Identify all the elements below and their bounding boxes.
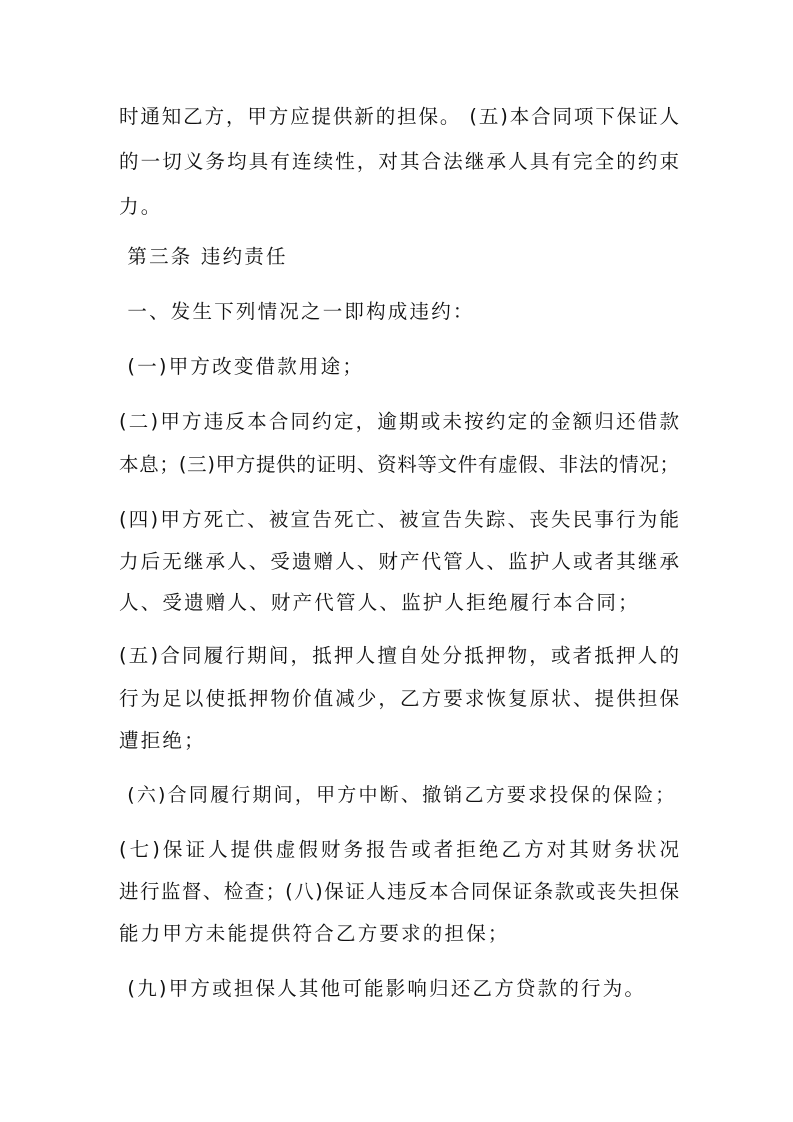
list-item: 能力甲方未能提供符合乙方要求的担保； [119, 922, 510, 945]
list-item: (六)合同履行期间，甲方中断、撤销乙方要求投保的保险； [119, 784, 677, 806]
text-line: 力。 [119, 195, 163, 218]
list-item: (九)甲方或担保人其他可能影响归还乙方贷款的行为。 [119, 977, 647, 1000]
section-heading: 第三条 违约责任 [119, 245, 288, 268]
list-item: 人、受遗赠人、财产代管人、监护人拒绝履行本合同； [119, 591, 640, 614]
list-item: 力后无继承人、受遗赠人、财产代管人、监护人或者其继承 [119, 550, 679, 573]
list-item: 行为足以使抵押物价值减少，乙方要求恢复原状、提供担保 [119, 687, 679, 710]
list-item: (七)保证人提供虚假财务报告或者拒绝乙方对其财务状况 [119, 838, 679, 861]
list-item: 遭拒绝； [119, 729, 206, 752]
text-line: 的一切义务均具有连续性，对其合法继承人具有完全的约束 [119, 150, 679, 173]
list-item: 进行监督、检查；(八)保证人违反本合同保证条款或丧失担保 [119, 880, 679, 903]
text-line: 一、发生下列情况之一即构成违约： [119, 300, 475, 323]
list-item: (五)合同履行期间，抵押人擅自处分抵押物，或者抵押人的 [119, 644, 679, 667]
list-item: (一)甲方改变借款用途； [119, 355, 365, 378]
text-line: 时通知乙方，甲方应提供新的担保。 (五)本合同项下保证人 [119, 105, 679, 128]
list-item: (二)甲方违反本合同约定，逾期或未按约定的金额归还借款 [119, 410, 679, 433]
list-item: 本息；(三)甲方提供的证明、资料等文件有虚假、非法的情况； [119, 453, 679, 476]
list-item: (四)甲方死亡、被宣告死亡、被宣告失踪、丧失民事行为能 [119, 508, 679, 531]
